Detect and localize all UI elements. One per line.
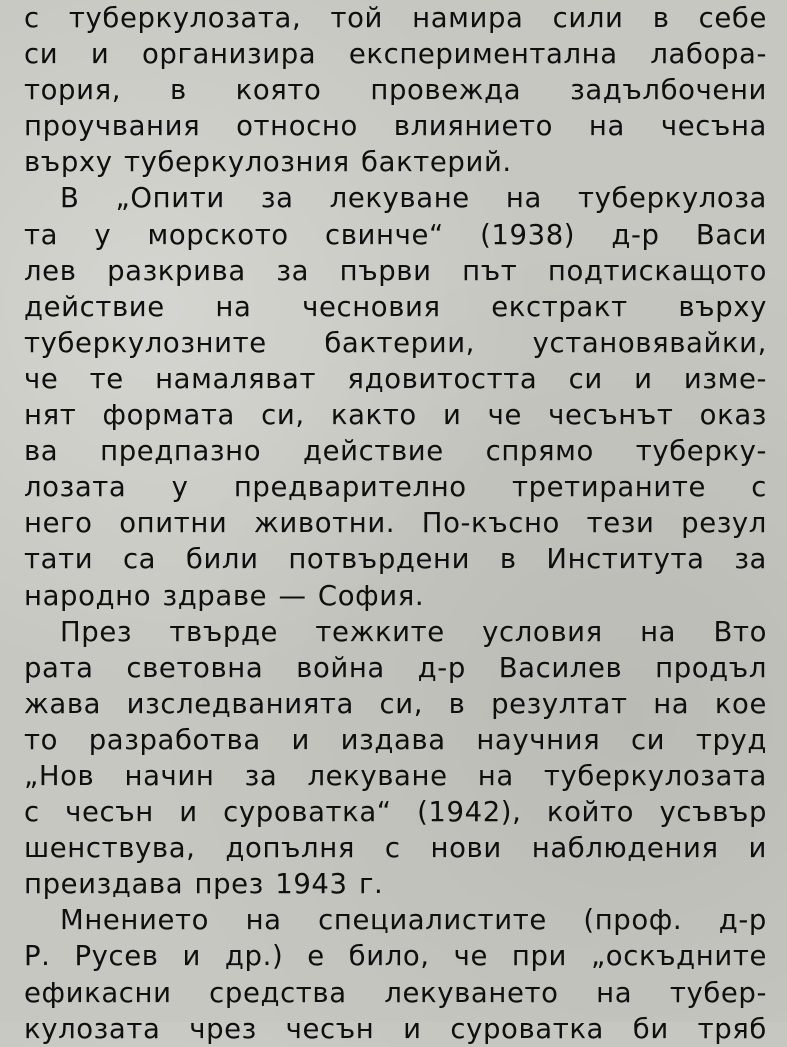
text-line: народно здраве — София. — [24, 579, 425, 612]
paragraph-3 — [24, 614, 767, 903]
text-line: върху туберкулозния бактерий. — [24, 146, 512, 179]
text-line: През твърде тежките условия на Вто — [60, 615, 767, 648]
text-line: рата световна война д-р Василев продъл — [24, 651, 767, 684]
paragraph-2 — [24, 180, 767, 613]
text-line: та у морското свинче“ (1938) д-р Васи — [24, 218, 767, 251]
paragraph-4 — [24, 902, 767, 1046]
text-line: проучвания относно влиянието на чесъна — [24, 110, 767, 143]
text-line: тория, в която провежда задълбочени — [24, 74, 767, 107]
text-line: то разработва и издава научния си труд — [24, 723, 767, 756]
text-line: лев разкрива за първи път подтискащото — [24, 254, 767, 287]
text-line: преиздава през 1943 г. — [24, 868, 384, 901]
text-line: него опитни животни. По-късно тези резул — [24, 507, 767, 540]
text-line: шенствува, допълня с нови наблюдения и — [24, 832, 767, 865]
text-line: ефикасни средства лекуването на тубер- — [24, 976, 767, 1009]
text-line: туберкулозните бактерии, установявайки, — [24, 326, 767, 359]
text-line: с туберкулозата, той намира сили в себе — [24, 2, 767, 34]
text-line: че те намаляват ядовитостта си и изме- — [24, 362, 767, 395]
text-line: лозата у предварително третираните с — [24, 471, 767, 504]
text-line: тати са били потвърдени в Института за — [24, 543, 767, 576]
text-line: Мнението на специалистите (проф. д-р — [60, 904, 767, 937]
text-line: действие на чесновия екстракт върху — [24, 290, 767, 323]
text-line: жава изследванията си, в резултат на кое — [24, 687, 767, 720]
text-line: „Нов начин за лекуване на туберкулозата — [24, 759, 767, 792]
text-line: В „Опити за лекуване на туберкулоза — [60, 182, 767, 215]
text-line: си и организира експериментална лабора- — [24, 38, 767, 71]
text-line: нят формата си, както и че чесънът оказ — [24, 399, 767, 432]
text-line: Р. Русев и др.) е било, че при „оскъдните — [24, 940, 767, 973]
paragraph-1 — [24, 0, 767, 180]
text-line: кулозата чрез чесън и суроватка би тряб — [24, 1012, 767, 1045]
text-line: с чесън и суроватка“ (1942), който усъвър — [24, 796, 767, 829]
text-line: ва предпазно действие спрямо туберку- — [24, 435, 767, 468]
